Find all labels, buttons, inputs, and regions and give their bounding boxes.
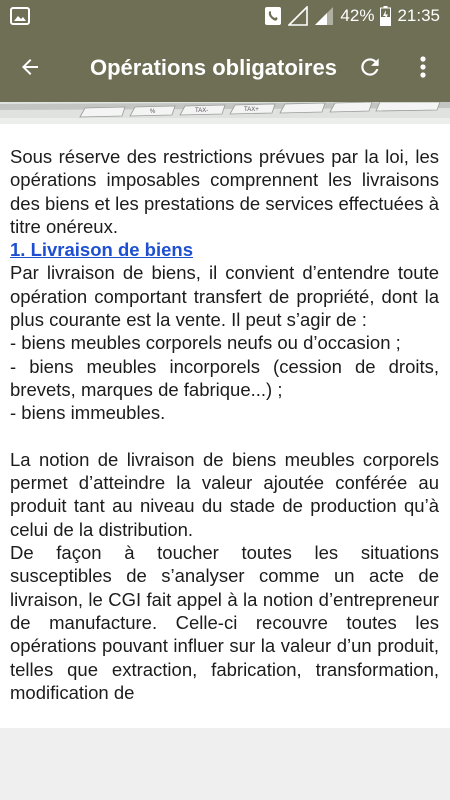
bottom-blank-area <box>0 728 450 800</box>
list-item: - biens meubles incorporels (cession de droits, brevets, marques de fabrique...) ; <box>10 355 439 400</box>
article-content <box>10 145 439 704</box>
app-bar <box>0 32 450 102</box>
arrow-back-icon <box>18 55 42 79</box>
battery-charging-icon <box>380 6 391 26</box>
signal-empty-icon <box>288 6 308 26</box>
list-item: - biens immeubles. <box>10 402 166 424</box>
section-heading-link[interactable]: 1. Livraison de biens <box>10 239 194 261</box>
image-notification-icon <box>10 7 30 25</box>
svg-text:%: % <box>150 109 156 115</box>
signal-strength-icon <box>314 6 334 26</box>
battery-percent: 42% <box>340 6 375 25</box>
refresh-button[interactable] <box>352 50 388 84</box>
paragraph-manufacture: De façon à toucher toutes les situations susceptibles de s’analyser comme un acte de livraison, le CGI fait appel à la notion d’entrepreneur de manufacture. Celle-ci recouvre toutes les opérations pouvant influer sur la valeur d’un produit, telles que extraction, fabrication, transformation, modification de <box>10 542 439 703</box>
paragraph-notion: La notion de livraison de biens meubles corporels permet d’atteindre la valeur ajoutée conférée au produit tant au niveau du stade de production qu’à celui de la distribution. <box>10 448 439 540</box>
paragraph-spacer <box>10 425 439 448</box>
paragraph-definition: Par livraison de biens, il convient d’entendre toute opération comportant transfert de propriété, dont la plus courante est la vente. Il peut s’agir de : <box>10 262 439 331</box>
refresh-icon <box>357 54 383 80</box>
back-button[interactable] <box>12 50 48 84</box>
header-image-calculator <box>0 102 450 124</box>
more-vert-icon <box>419 55 427 79</box>
status-bar <box>0 0 450 32</box>
page-title: Opérations obligatoires <box>90 55 337 80</box>
svg-text:TAX-: TAX- <box>195 108 209 114</box>
svg-text:TAX+: TAX+ <box>244 107 259 113</box>
clock-time: 21:35 <box>397 6 440 25</box>
intro-paragraph: Sous réserve des restrictions prévues par la loi, les opérations imposables comprennent les livraisons des biens et les prestations de services effectuées à titre onéreux. <box>10 146 439 237</box>
wifi-call-icon <box>264 6 282 26</box>
more-options-button[interactable] <box>405 50 441 84</box>
list-item: - biens meubles corporels neufs ou d’occasion ; <box>10 332 401 354</box>
